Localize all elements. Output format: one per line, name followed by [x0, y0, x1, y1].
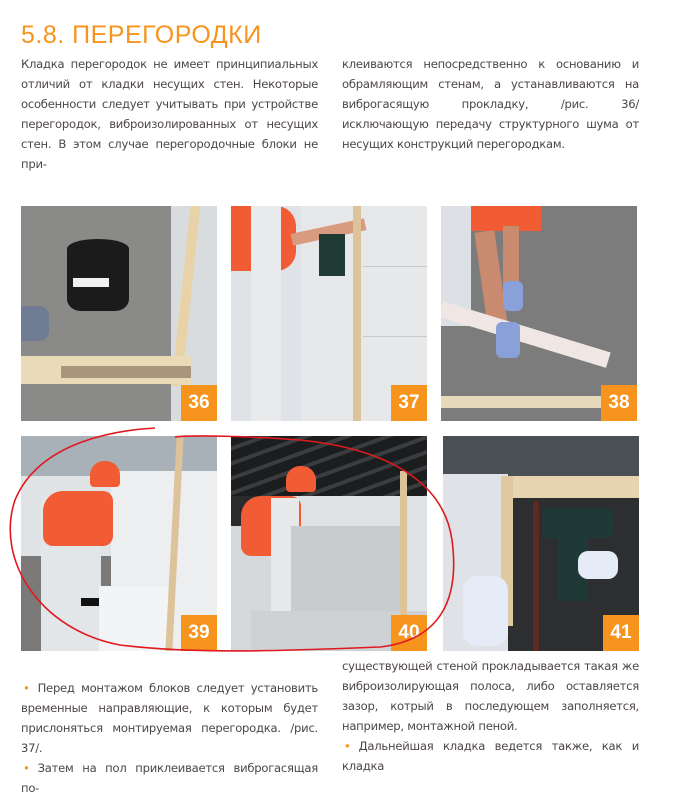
cap-graphic	[286, 466, 316, 492]
figure-number-badge: 41	[603, 615, 639, 651]
glue-bucket-graphic	[67, 239, 129, 311]
intro-text-left	[21, 54, 318, 174]
figure-38	[441, 206, 637, 421]
figure-40	[231, 436, 427, 651]
figure-number-badge: 39	[181, 615, 217, 651]
bullet-guides: • Перед монтажом блоков следует установить временные направляющие, к которым будет прислоняться монтируемая перегородка. /рис. 37/.	[21, 678, 318, 758]
figure-41	[443, 436, 639, 651]
intro-text-right	[342, 54, 639, 154]
figure-number-badge: 37	[391, 385, 427, 421]
figure-36	[21, 206, 217, 421]
section-title: 5.8. ПЕРЕГОРОДКИ	[21, 20, 262, 49]
bullet-further-masonry: • Дальнейшая кладка ведется также, как и кладка	[342, 736, 639, 776]
body-text-right	[342, 656, 639, 776]
body-paragraph-right: существующей стеной прокладывается такая же виброизолирующая полоса, либо оставляется зазор, котрый в последующем заполняется, например, монтажной пеной.	[342, 659, 639, 733]
figure-37	[231, 206, 427, 421]
cap-graphic	[90, 461, 120, 487]
body-text-left	[21, 678, 318, 798]
figure-number-badge: 40	[391, 615, 427, 651]
drill-graphic	[319, 234, 345, 276]
intro-paragraph-left: Кладка перегородок не имеет принципиальных отличий от кладки несущих стен. Некоторые особенности следует учитывать при устройстве перегородок, виброизолированных от несущих стен. В этом случае перегородочные блоки не при-	[21, 57, 318, 171]
figure-number-badge: 38	[601, 385, 637, 421]
bullet-damping-strip: • Затем на пол приклеивается виброгасящая по-	[21, 758, 318, 798]
figure-number-badge: 36	[181, 385, 217, 421]
damping-strip-graphic	[441, 301, 611, 367]
figure-39	[21, 436, 217, 651]
intro-paragraph-right: клеиваются непосредственно к основанию и обрамляющим стенам, а устанавливаются на виброгасящую прокладку, /рис. 36/ исключающую передачу структурного шума от несущих конструкций перегородкам.	[342, 57, 639, 151]
